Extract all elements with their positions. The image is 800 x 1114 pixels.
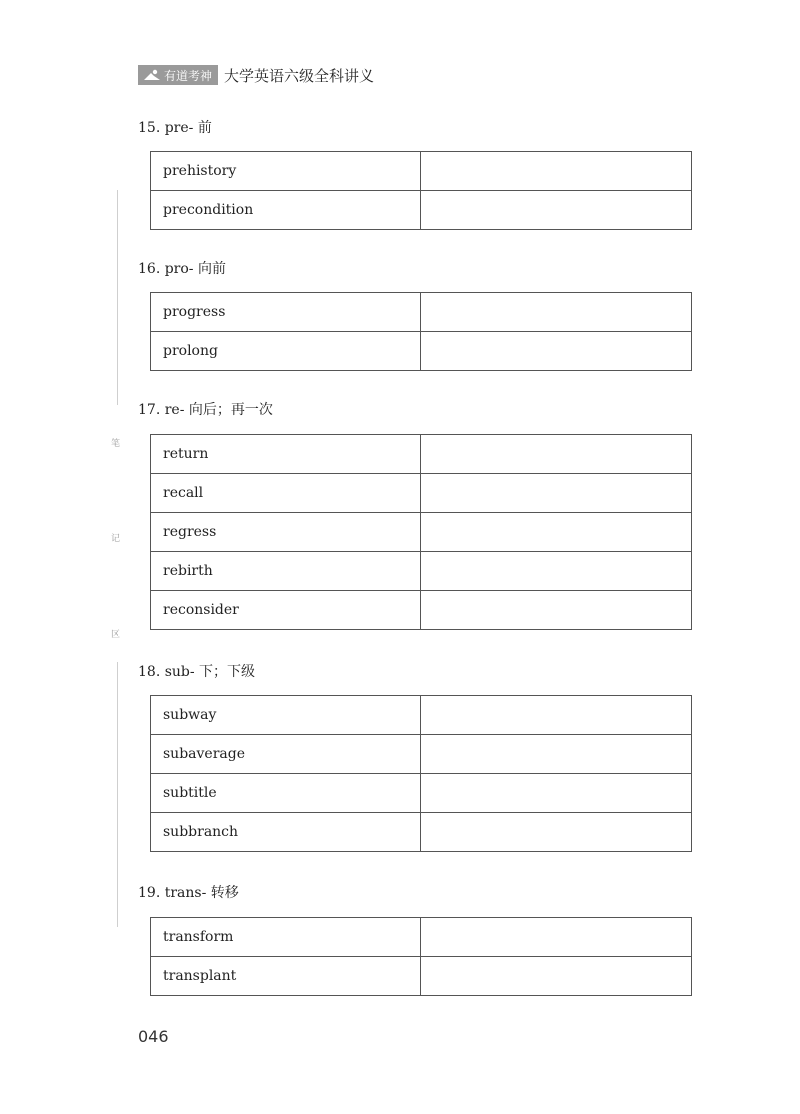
vocab-table-sub [150,695,692,852]
table-row [151,152,692,191]
word-cell: transform [151,918,421,957]
table-row [151,813,692,852]
word-cell: prehistory [151,152,421,191]
document-title: 大学英语六级全科讲义 [224,66,375,85]
table-row [151,435,692,474]
table-row [151,735,692,774]
meaning-cell [421,957,692,996]
table-row [151,957,692,996]
meaning-cell [421,513,692,552]
vocab-table-re [150,434,692,630]
book-reader-icon [143,68,161,82]
meaning-cell [421,591,692,630]
table-row [151,774,692,813]
notes-margin-label-2: 记 [111,534,121,544]
notes-margin-line-bottom [117,662,118,927]
section-heading-sub: 18. sub- 下；下级 [138,664,256,680]
meaning-cell [421,332,692,371]
notes-margin-label-1: 笔 [111,439,121,449]
page-header [138,64,374,86]
meaning-cell [421,774,692,813]
table-row [151,513,692,552]
section-heading-trans: 19. trans- 转移 [138,885,239,901]
word-cell: prolong [151,332,421,371]
page-number: 046 [138,1027,169,1046]
table-row [151,474,692,513]
meaning-cell [421,696,692,735]
word-cell: reconsider [151,591,421,630]
table-row [151,918,692,957]
word-cell: precondition [151,191,421,230]
table-row [151,332,692,371]
brand-badge [138,65,218,85]
word-cell: subbranch [151,813,421,852]
section-heading-pre: 15. pre- 前 [138,120,212,136]
vocab-table-trans [150,917,692,996]
meaning-cell [421,191,692,230]
word-cell: regress [151,513,421,552]
meaning-cell [421,152,692,191]
meaning-cell [421,552,692,591]
meaning-cell [421,735,692,774]
notes-margin-line-top [117,190,118,405]
word-cell: transplant [151,957,421,996]
table-row [151,552,692,591]
word-cell: rebirth [151,552,421,591]
table-row [151,696,692,735]
meaning-cell [421,918,692,957]
word-cell: subtitle [151,774,421,813]
word-cell: progress [151,293,421,332]
table-row [151,191,692,230]
vocab-table-pre [150,151,692,230]
meaning-cell [421,293,692,332]
word-cell: return [151,435,421,474]
meaning-cell [421,474,692,513]
brand-name: 有道考神 [164,68,213,83]
word-cell: subaverage [151,735,421,774]
meaning-cell [421,435,692,474]
word-cell: recall [151,474,421,513]
table-row [151,293,692,332]
word-cell: subway [151,696,421,735]
table-row [151,591,692,630]
meaning-cell [421,813,692,852]
section-heading-re: 17. re- 向后；再一次 [138,402,273,418]
notes-margin-label-3: 区 [111,630,121,640]
vocab-table-pro [150,292,692,371]
section-heading-pro: 16. pro- 向前 [138,261,226,277]
